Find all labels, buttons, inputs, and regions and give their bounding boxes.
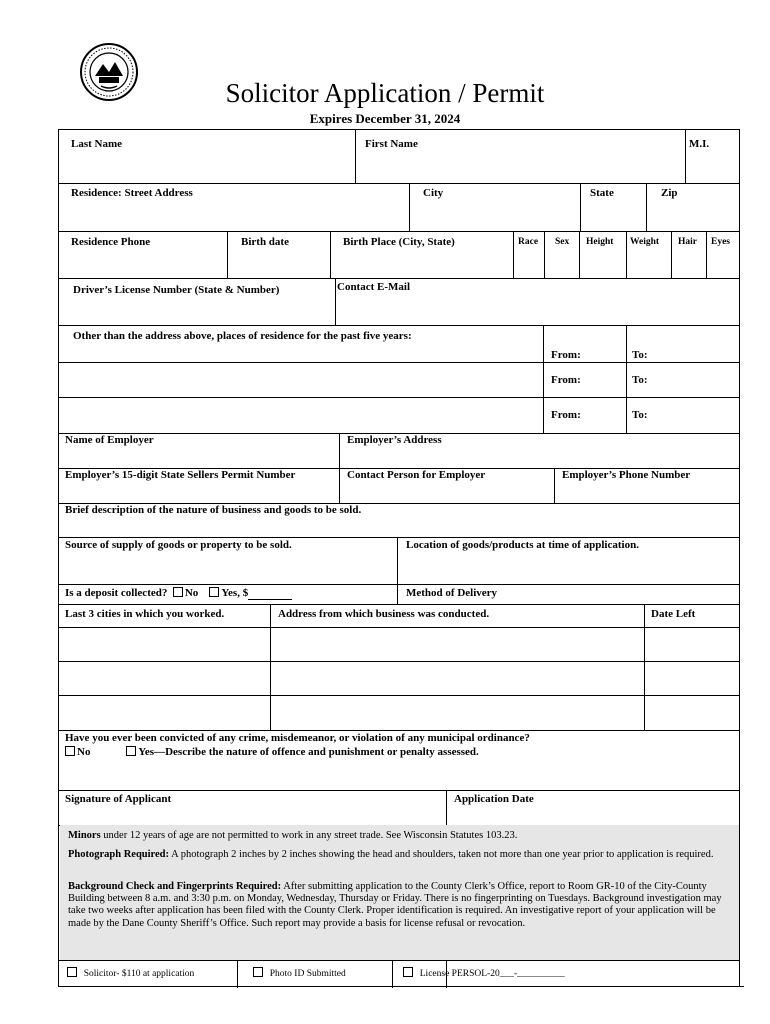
city-label: City xyxy=(423,187,444,199)
supply-source-label: Source of supply of goods or property to be sold. xyxy=(65,539,292,551)
sex-label: Sex xyxy=(555,237,570,247)
hair-label: Hair xyxy=(678,237,697,247)
eyes-label: Eyes xyxy=(711,237,730,247)
photo-id-checkbox[interactable] xyxy=(253,967,263,977)
license-number-item: License PERSOL-20___-__________ xyxy=(403,967,565,979)
height-label: Height xyxy=(586,237,614,247)
sellers-permit-label: Employer’s 15-digit State Sellers Permit Number xyxy=(65,469,296,481)
birth-place-label: Birth Place (City, State) xyxy=(343,236,455,248)
race-label: Race xyxy=(518,237,539,247)
application-form xyxy=(58,129,740,987)
first-name-label: First Name xyxy=(365,138,418,150)
deposit-yes-checkbox[interactable] xyxy=(209,587,219,597)
requirements-notes xyxy=(60,825,739,960)
minors-note: Minors under 12 years of age are not permitted to work in any street trade. See Wisconsin Statutes 103.23. xyxy=(68,830,518,841)
street-address-label: Residence: Street Address xyxy=(71,187,193,199)
deposit-amount-field[interactable] xyxy=(248,587,292,600)
conviction-yes-checkbox[interactable] xyxy=(126,746,136,756)
employer-contact-label: Contact Person for Employer xyxy=(347,469,486,481)
license-number-checkbox[interactable] xyxy=(403,967,413,977)
residence-from-1: From: xyxy=(551,349,581,361)
expiration-date: Expires December 31, 2024 xyxy=(309,111,461,126)
solicitor-fee-item: Solicitor- $110 at application xyxy=(67,967,194,979)
state-label: State xyxy=(590,187,614,199)
page-title: Solicitor Application / Permit xyxy=(225,78,545,108)
birth-date-label: Birth date xyxy=(241,236,289,248)
last-cities-label: Last 3 cities in which you worked. xyxy=(65,608,225,620)
conviction-no-checkbox[interactable] xyxy=(65,746,75,756)
date-left-label: Date Left xyxy=(651,608,696,620)
signature-label: Signature of Applicant xyxy=(65,793,172,805)
conviction-options: No Yes—Describe the nature of offence and punishment or penalty assessed. xyxy=(65,746,479,758)
employer-address-label: Employer’s Address xyxy=(347,434,442,446)
solicitor-fee-checkbox[interactable] xyxy=(67,967,77,977)
employer-name-label: Name of Employer xyxy=(65,434,154,446)
delivery-method-label: Method of Delivery xyxy=(406,587,498,599)
photo-id-item: Photo ID Submitted xyxy=(253,967,346,979)
residence-to-3: To: xyxy=(632,409,648,421)
conviction-question: Have you ever been convicted of any crime, misdemeanor, or violation of any municipal ordinance? xyxy=(65,732,530,744)
goods-location-label: Location of goods/products at time of application. xyxy=(406,539,639,551)
drivers-license-label: Driver’s License Number (State & Number) xyxy=(73,284,280,296)
residence-phone-label: Residence Phone xyxy=(71,236,151,248)
application-date-label: Application Date xyxy=(454,793,534,805)
photograph-note: Photograph Required: A photograph 2 inches by 2 inches showing the head and shoulders, taken not more than one year prior to application is required. xyxy=(68,849,714,860)
residence-from-3: From: xyxy=(551,409,581,421)
background-check-note: Background Check and Fingerprints Required: After submitting application to the County Clerk’s Office, report to Room GR-10 of the City-County Building between 8 a.m. and 3:30 p.m. on Monday, Wednesday, Thursday or Friday. There is no fingerprinting on Tuesdays. Background investigation may take two weeks after application has been filed with the County Clerk. Proper identification is required. An investigative report of your application will be made by the Dane County Sheriff’s Office. Such report may provide a basis for license refusal or revocation. xyxy=(68,881,722,929)
business-address-label: Address from which business was conducted. xyxy=(278,608,490,620)
employer-phone-label: Employer’s Phone Number xyxy=(562,469,691,481)
past-residences-label: Other than the address above, places of residence for the past five years: xyxy=(73,330,412,342)
deposit-question: Is a deposit collected? No Yes, $ xyxy=(65,587,292,600)
residence-to-1: To: xyxy=(632,349,648,361)
zip-label: Zip xyxy=(661,187,678,199)
weight-label: Weight xyxy=(630,237,660,247)
deposit-no-checkbox[interactable] xyxy=(173,587,183,597)
business-description-label: Brief description of the nature of business and goods to be sold. xyxy=(65,504,362,516)
contact-email-label: Contact E-Mail xyxy=(337,281,411,293)
residence-to-2: To: xyxy=(632,374,648,386)
middle-initial-label: M.I. xyxy=(689,138,710,150)
footer-rule xyxy=(112,986,744,987)
residence-from-2: From: xyxy=(551,374,581,386)
last-name-label: Last Name xyxy=(71,138,123,150)
